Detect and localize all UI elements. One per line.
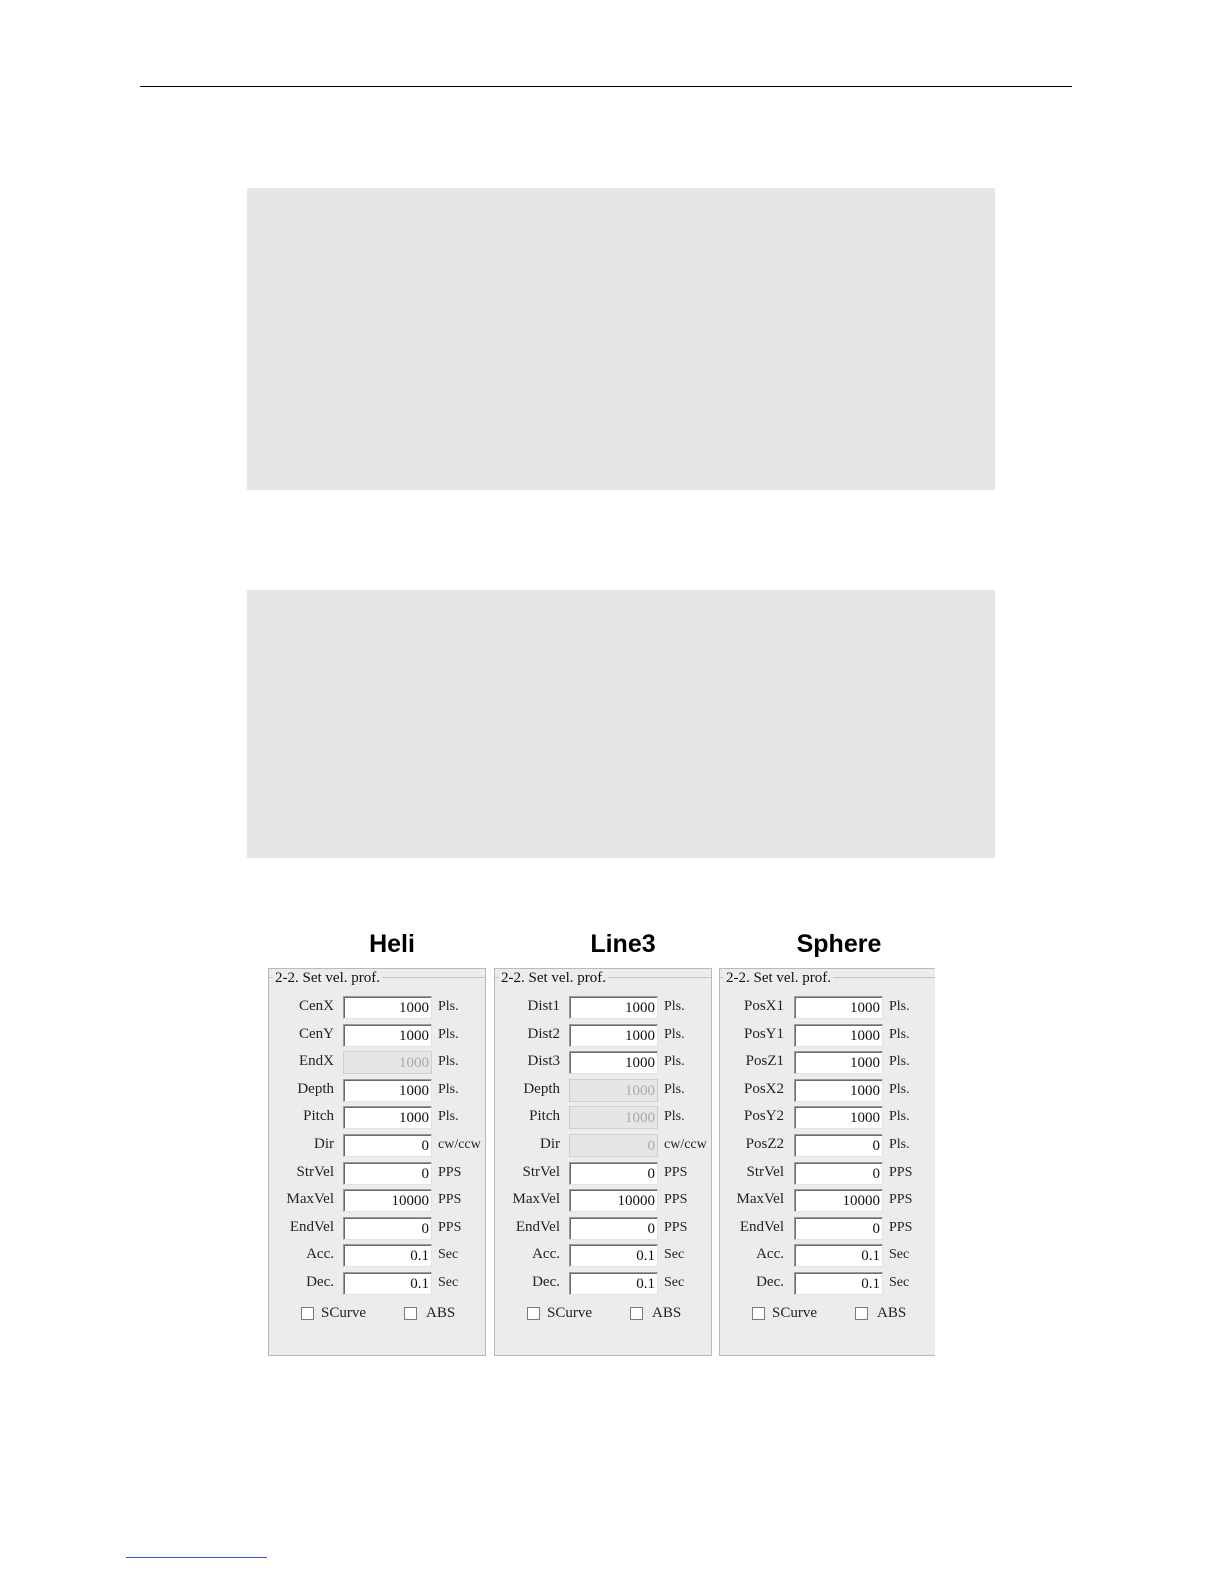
form-row (269, 1024, 485, 1048)
field-label: PosZ1 (745, 1053, 784, 1070)
field-label: MaxVel (736, 1191, 784, 1208)
checkbox-row (269, 1305, 485, 1325)
sphere-velocity-panel (719, 968, 935, 1356)
form-row (495, 1189, 711, 1213)
unit-label: cw/ccw (664, 1137, 707, 1152)
form-row (495, 996, 711, 1020)
scurve-checkbox[interactable] (752, 1307, 765, 1320)
form-row (269, 1189, 485, 1213)
value-input: 0 (569, 1134, 658, 1157)
field-label: Depth (297, 1080, 334, 1097)
value-input[interactable]: 0.1 (794, 1244, 883, 1267)
form-row (495, 1051, 711, 1075)
heli-velocity-panel (268, 968, 486, 1356)
unit-label: Pls. (664, 1054, 685, 1070)
value-input: 1000 (343, 1051, 432, 1074)
unit-label: Pls. (889, 1137, 910, 1152)
groupbox-caption: 2-2. Set vel. prof. (275, 970, 380, 986)
form-row (495, 1162, 711, 1186)
form-row (720, 1217, 935, 1241)
field-label: PosX2 (743, 1080, 784, 1097)
field-label: Dist3 (527, 1053, 560, 1070)
unit-label: cw/ccw (438, 1137, 481, 1152)
unit-label: Pls. (889, 1026, 910, 1042)
value-input[interactable]: 1000 (794, 1106, 883, 1129)
value-input[interactable]: 0 (569, 1217, 658, 1240)
groupbox-caption: 2-2. Set vel. prof. (501, 970, 606, 986)
field-label: Dist2 (527, 1025, 560, 1042)
field-label: CenY (299, 1025, 334, 1042)
form-row (720, 1079, 935, 1103)
field-label: EndVel (515, 1218, 560, 1235)
field-label: PosZ2 (745, 1136, 784, 1152)
scurve-checkbox[interactable] (301, 1307, 314, 1320)
unit-label: Pls. (889, 1109, 910, 1125)
form-row (495, 1106, 711, 1130)
abs-checkbox[interactable] (404, 1307, 417, 1320)
abs-checkbox-label: ABS (426, 1305, 456, 1321)
value-input[interactable]: 0 (343, 1134, 432, 1157)
field-label: Dir (540, 1136, 560, 1152)
unit-label: Pls. (438, 1026, 459, 1042)
form-row (269, 1079, 485, 1103)
field-label: Dec. (306, 1274, 334, 1290)
value-input[interactable]: 0.1 (794, 1272, 883, 1295)
value-input[interactable]: 0.1 (343, 1244, 432, 1267)
abs-checkbox-label: ABS (652, 1305, 682, 1321)
field-label: PosY2 (743, 1108, 784, 1125)
form-row (720, 1051, 935, 1075)
field-label: EndVel (739, 1218, 784, 1235)
form-row (269, 1134, 485, 1158)
form-row (269, 1272, 485, 1296)
field-label: Pitch (529, 1108, 560, 1125)
code-listing-block-2 (247, 590, 995, 858)
form-row (269, 1162, 485, 1186)
field-label: Dec. (756, 1274, 784, 1290)
scurve-checkbox-label: SCurve (772, 1305, 817, 1321)
unit-label: PPS (438, 1219, 462, 1235)
value-input[interactable]: 1000 (794, 996, 883, 1019)
unit-label: Sec (438, 1275, 459, 1290)
field-label: Depth (523, 1080, 560, 1097)
field-label: StrVel (746, 1163, 784, 1180)
unit-label: Sec (664, 1247, 685, 1263)
unit-label: Sec (438, 1247, 459, 1263)
field-label: Acc. (756, 1246, 784, 1263)
unit-label: Pls. (889, 999, 910, 1014)
field-label: Acc. (532, 1246, 560, 1263)
field-label: EndVel (289, 1218, 334, 1235)
value-input[interactable]: 0.1 (569, 1272, 658, 1295)
field-label: StrVel (296, 1163, 334, 1180)
value-input[interactable]: 1000 (343, 1106, 432, 1129)
field-label: Acc. (306, 1246, 334, 1263)
field-label: StrVel (522, 1163, 560, 1180)
value-input[interactable]: 0 (794, 1134, 883, 1157)
value-input[interactable]: 1000 (794, 1051, 883, 1074)
value-input[interactable]: 0.1 (343, 1272, 432, 1295)
checkbox-row (495, 1305, 711, 1325)
unit-label: PPS (664, 1219, 688, 1235)
unit-label: PPS (889, 1192, 913, 1208)
panel-title-heli: Heli (369, 930, 415, 958)
page-header-rule (140, 86, 1072, 87)
field-label: PosX1 (743, 998, 784, 1014)
value-input[interactable]: 1000 (794, 1079, 883, 1102)
unit-label: Pls. (438, 1054, 459, 1070)
unit-label: PPS (889, 1164, 913, 1180)
form-row (495, 1134, 711, 1158)
footer-link-underline[interactable] (126, 1557, 267, 1558)
field-label: CenX (299, 998, 334, 1014)
value-input[interactable]: 0 (794, 1217, 883, 1240)
unit-label: Pls. (664, 1109, 685, 1125)
field-label: PosY1 (743, 1025, 784, 1042)
form-row (269, 1217, 485, 1241)
value-input[interactable]: 10000 (569, 1189, 658, 1212)
panel-title-sphere: Sphere (796, 930, 882, 958)
value-input[interactable]: 1000 (343, 996, 432, 1019)
unit-label: PPS (889, 1219, 913, 1235)
unit-label: Pls. (438, 1081, 459, 1097)
unit-label: PPS (664, 1164, 688, 1180)
unit-label: Pls. (664, 999, 685, 1014)
value-input[interactable]: 1000 (569, 1051, 658, 1074)
unit-label: Sec (889, 1275, 910, 1290)
abs-checkbox-label: ABS (877, 1305, 907, 1321)
value-input[interactable]: 1000 (569, 996, 658, 1019)
form-row (495, 1272, 711, 1296)
scurve-checkbox-label: SCurve (321, 1305, 366, 1321)
field-label: MaxVel (286, 1191, 334, 1208)
value-input[interactable]: 1000 (343, 1024, 432, 1047)
field-label: MaxVel (512, 1191, 560, 1208)
value-input: 1000 (569, 1079, 658, 1102)
form-row (495, 1024, 711, 1048)
form-row (720, 1106, 935, 1130)
field-label: Pitch (303, 1108, 334, 1125)
form-row (495, 1217, 711, 1241)
unit-label: Pls. (664, 1026, 685, 1042)
unit-label: Sec (664, 1275, 685, 1290)
line3-velocity-panel (494, 968, 712, 1356)
form-row (720, 1272, 935, 1296)
abs-checkbox[interactable] (855, 1307, 868, 1320)
scurve-checkbox-label: SCurve (547, 1305, 592, 1321)
field-label: EndX (299, 1053, 334, 1070)
form-row (720, 1162, 935, 1186)
unit-label: PPS (438, 1192, 462, 1208)
unit-label: PPS (664, 1192, 688, 1208)
form-row (720, 1134, 935, 1158)
form-row (720, 1024, 935, 1048)
value-input[interactable]: 10000 (794, 1189, 883, 1212)
unit-label: PPS (438, 1164, 462, 1180)
code-listing-block-1 (247, 188, 995, 490)
value-input[interactable]: 1000 (343, 1079, 432, 1102)
value-input[interactable]: 0 (569, 1162, 658, 1185)
value-input[interactable]: 0 (343, 1162, 432, 1185)
form-row (495, 1244, 711, 1268)
unit-label: Pls. (664, 1081, 685, 1097)
groupbox-caption: 2-2. Set vel. prof. (726, 970, 831, 986)
form-row (495, 1079, 711, 1103)
unit-label: Pls. (438, 999, 459, 1014)
form-row (269, 996, 485, 1020)
unit-label: Pls. (889, 1081, 910, 1097)
unit-label: Pls. (889, 1054, 910, 1070)
form-row (720, 1189, 935, 1213)
value-input[interactable]: 1000 (569, 1024, 658, 1047)
form-row (269, 1244, 485, 1268)
field-label: Dist1 (527, 998, 560, 1014)
scurve-checkbox[interactable] (527, 1307, 540, 1320)
field-label: Dir (314, 1136, 334, 1152)
field-label: Dec. (532, 1274, 560, 1290)
value-input[interactable]: 0 (794, 1162, 883, 1185)
value-input[interactable]: 0.1 (569, 1244, 658, 1267)
value-input[interactable]: 0 (343, 1217, 432, 1240)
form-row (269, 1106, 485, 1130)
value-input[interactable]: 1000 (794, 1024, 883, 1047)
unit-label: Pls. (438, 1109, 459, 1125)
value-input[interactable]: 10000 (343, 1189, 432, 1212)
checkbox-row (720, 1305, 935, 1325)
panel-title-line3: Line3 (590, 930, 656, 958)
value-input: 1000 (569, 1106, 658, 1129)
form-row (720, 996, 935, 1020)
unit-label: Sec (889, 1247, 910, 1263)
form-row (720, 1244, 935, 1268)
abs-checkbox[interactable] (630, 1307, 643, 1320)
form-row (269, 1051, 485, 1075)
